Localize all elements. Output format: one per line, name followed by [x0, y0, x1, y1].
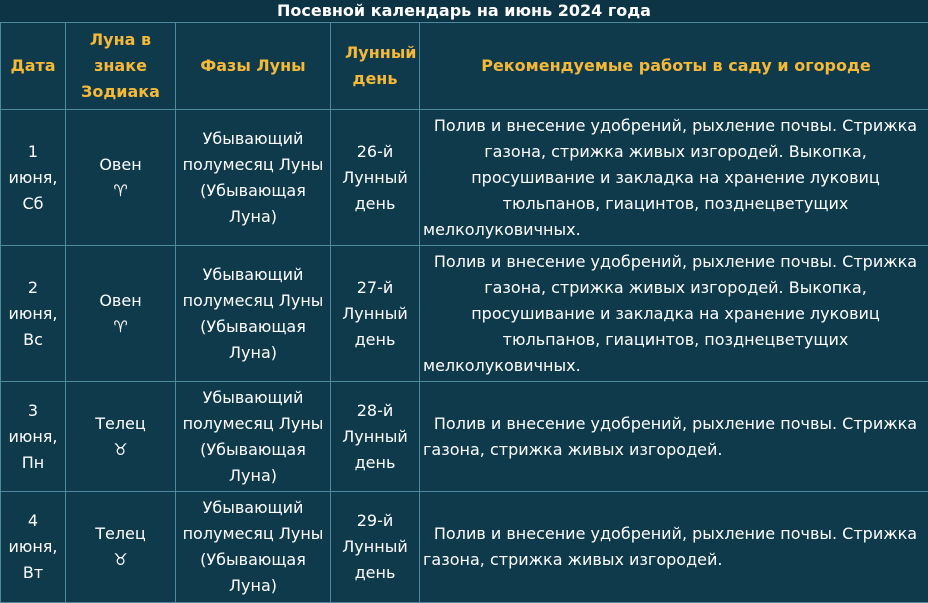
sowing-calendar-table: [0, 22, 928, 603]
date-weekday: Сб: [1, 191, 65, 217]
moon-sign-cell: [66, 492, 176, 603]
zodiac-sign: Телец: [66, 411, 175, 437]
date-cell: [1, 110, 66, 246]
taurus-icon: ♉: [66, 547, 175, 573]
table-title: Посевной календарь на июнь 2024 года: [0, 0, 928, 22]
header-moon-sign: Луна в знаке Зодиака: [66, 23, 176, 110]
zodiac-sign: Овен: [66, 288, 175, 314]
lunar-day-label: Лунный: [331, 165, 419, 191]
lunar-day-number: 29-й: [331, 508, 419, 534]
works-cell: Полив и внесение удобрений, рыхление почвы. Стрижка газона, стрижка живых изгородей.: [420, 492, 928, 603]
lunar-day-cell: [331, 382, 420, 492]
lunar-day-word: день: [331, 560, 419, 586]
lunar-day-label: Лунный: [331, 424, 419, 450]
table-row: [1, 110, 928, 246]
date-weekday: Пн: [1, 450, 65, 476]
works-cell: Полив и внесение удобрений, рыхление почвы. Стрижка газона, стрижка живых изгородей. Выкопка, просушивание и закладка на хранение луковиц тюльпанов, гиацинтов, позднецветущих мелколуковичных.: [420, 110, 928, 246]
table-row: [1, 246, 928, 382]
lunar-day-cell: [331, 110, 420, 246]
table-row: [1, 492, 928, 603]
date-number: 4: [1, 508, 65, 534]
taurus-icon: ♉: [66, 437, 175, 463]
moon-phase-cell: Убывающий полумесяц Луны (Убывающая Луна): [176, 110, 331, 246]
lunar-day-word: день: [331, 327, 419, 353]
lunar-day-number: 26-й: [331, 139, 419, 165]
header-lunar-day: Лунный день: [331, 23, 420, 110]
date-weekday: Вс: [1, 327, 65, 353]
lunar-day-cell: [331, 246, 420, 382]
header-moon-phase: Фазы Луны: [176, 23, 331, 110]
date-month: июня,: [1, 301, 65, 327]
date-cell: [1, 246, 66, 382]
lunar-day-label: Лунный: [331, 534, 419, 560]
date-number: 3: [1, 398, 65, 424]
header-date: Дата: [1, 23, 66, 110]
lunar-day-label: Лунный: [331, 301, 419, 327]
date-month: июня,: [1, 165, 65, 191]
moon-sign-cell: [66, 110, 176, 246]
moon-sign-cell: [66, 382, 176, 492]
lunar-day-word: день: [331, 191, 419, 217]
aries-icon: ♈: [66, 178, 175, 204]
works-cell: Полив и внесение удобрений, рыхление почвы. Стрижка газона, стрижка живых изгородей.: [420, 382, 928, 492]
header-works: Рекомендуемые работы в саду и огороде: [420, 23, 928, 110]
date-weekday: Вт: [1, 560, 65, 586]
zodiac-sign: Телец: [66, 521, 175, 547]
date-month: июня,: [1, 534, 65, 560]
lunar-day-number: 28-й: [331, 398, 419, 424]
aries-icon: ♈: [66, 314, 175, 340]
table-row: [1, 382, 928, 492]
moon-sign-cell: [66, 246, 176, 382]
date-cell: [1, 492, 66, 603]
moon-phase-cell: Убывающий полумесяц Луны (Убывающая Луна): [176, 246, 331, 382]
lunar-day-word: день: [331, 450, 419, 476]
moon-phase-cell: Убывающий полумесяц Луны (Убывающая Луна): [176, 382, 331, 492]
date-number: 2: [1, 275, 65, 301]
lunar-day-number: 27-й: [331, 275, 419, 301]
date-cell: [1, 382, 66, 492]
date-number: 1: [1, 139, 65, 165]
date-month: июня,: [1, 424, 65, 450]
header-row: [1, 23, 928, 110]
moon-phase-cell: Убывающий полумесяц Луны (Убывающая Луна): [176, 492, 331, 603]
zodiac-sign: Овен: [66, 152, 175, 178]
lunar-day-cell: [331, 492, 420, 603]
works-cell: Полив и внесение удобрений, рыхление почвы. Стрижка газона, стрижка живых изгородей. Выкопка, просушивание и закладка на хранение луковиц тюльпанов, гиацинтов, позднецветущих мелколуковичных.: [420, 246, 928, 382]
